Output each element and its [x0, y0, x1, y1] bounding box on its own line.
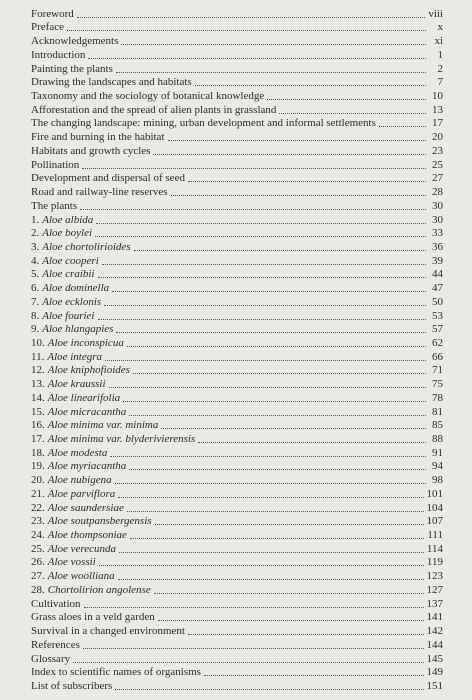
- toc-entry-number: 24.: [31, 529, 45, 542]
- species-name: Aloe integra: [47, 350, 103, 363]
- toc-entry: [31, 185, 443, 199]
- toc-entry: [31, 460, 443, 474]
- toc-entry-number: 15.: [31, 405, 45, 418]
- dot-leader: [153, 154, 426, 155]
- toc-entry: [31, 172, 443, 186]
- toc-entry-number: 20.: [31, 474, 45, 487]
- toc-entry-number: 7.: [31, 295, 40, 308]
- toc-entry-title: [31, 598, 81, 611]
- dot-leader: [98, 277, 427, 278]
- toc-entry-title: [31, 488, 115, 501]
- dot-leader: [115, 689, 423, 690]
- toc-entry: [31, 501, 443, 515]
- dot-leader: [204, 675, 424, 676]
- dot-leader: [133, 373, 426, 374]
- toc-entry-number: 19.: [31, 460, 45, 473]
- section-name: Survival in a changed environment: [31, 625, 185, 638]
- page-number: 10: [432, 90, 443, 103]
- toc-entry-number: 16.: [31, 419, 45, 432]
- dot-leader: [158, 620, 424, 621]
- toc-entry-title: [31, 186, 168, 199]
- species-name: Chortolirion angolense: [47, 583, 151, 596]
- species-name: Aloe fouriei: [42, 309, 95, 322]
- section-name: Road and railway-line reserves: [31, 186, 168, 199]
- toc-entry: [31, 583, 443, 597]
- table-of-contents: [31, 7, 443, 693]
- page-number: 123: [426, 570, 443, 583]
- species-name: Aloe soutpansbergensis: [47, 515, 152, 528]
- page-number: 44: [432, 268, 443, 281]
- page-number: 23: [432, 144, 443, 157]
- section-name: List of subscribers: [31, 679, 113, 692]
- dot-leader: [118, 579, 424, 580]
- dot-leader: [112, 291, 426, 292]
- dot-leader: [104, 305, 426, 306]
- section-name: References: [31, 638, 80, 651]
- toc-entry-title: [31, 310, 95, 323]
- species-name: Aloe craibii: [42, 268, 95, 281]
- toc-entry-title: [31, 172, 185, 185]
- page-number: 145: [426, 652, 443, 665]
- section-name: Fire and burning in the habitat: [31, 131, 165, 144]
- dot-leader: [96, 223, 426, 224]
- dot-leader: [129, 415, 426, 416]
- toc-entry: [31, 666, 443, 680]
- page-number: 151: [426, 679, 443, 692]
- toc-entry: [31, 199, 443, 213]
- species-name: Aloe albida: [42, 213, 94, 226]
- toc-entry-title: [31, 8, 74, 21]
- toc-entry-title: [31, 337, 124, 350]
- toc-entry-title: [31, 543, 116, 556]
- toc-entry-number: 8.: [31, 309, 40, 322]
- page-number: 20: [432, 131, 443, 144]
- page-number: 98: [432, 474, 443, 487]
- toc-entry-number: 12.: [31, 364, 45, 377]
- section-name: Afforestation and the spread of alien plants in grassland: [31, 103, 277, 116]
- toc-entry-number: 17.: [31, 433, 45, 445]
- page-number: 30: [432, 199, 443, 212]
- toc-entry-title: [31, 529, 127, 542]
- toc-entry-title: [31, 433, 195, 446]
- toc-entry-title: [31, 117, 376, 130]
- section-name: Introduction: [31, 48, 86, 61]
- toc-entry: [31, 377, 443, 391]
- species-name: Aloe cooperi: [42, 254, 99, 267]
- species-name: Aloe thompsoniae: [47, 529, 127, 542]
- page-number: 62: [432, 336, 443, 349]
- toc-entry-title: [31, 227, 92, 240]
- dot-leader: [77, 17, 426, 18]
- toc-entry-title: [31, 515, 152, 528]
- section-name: Cultivation: [31, 597, 81, 610]
- toc-entry-title: [31, 323, 113, 336]
- toc-entry-title: [31, 214, 93, 227]
- dot-leader: [161, 428, 426, 429]
- page-number: 127: [426, 583, 443, 596]
- dot-leader: [73, 662, 423, 663]
- page-number: 88: [432, 433, 443, 445]
- page-number: 104: [426, 501, 443, 514]
- toc-entry: [31, 611, 443, 625]
- dot-leader: [127, 346, 426, 347]
- toc-entry: [31, 76, 443, 90]
- species-name: Aloe ecklonis: [42, 295, 102, 308]
- dot-leader: [279, 113, 426, 114]
- toc-entry: [31, 652, 443, 666]
- toc-entry-number: 4.: [31, 254, 40, 267]
- page-number: 107: [426, 515, 443, 528]
- page-number: 144: [426, 638, 443, 651]
- toc-entry-title: [31, 653, 70, 666]
- dot-leader: [84, 607, 424, 608]
- toc-entry-title: [31, 639, 80, 652]
- toc-entry-title: [31, 131, 165, 144]
- dot-leader: [188, 181, 426, 182]
- toc-entry-title: [31, 90, 264, 103]
- page-number: 7: [437, 76, 443, 89]
- toc-entry: [31, 268, 443, 282]
- toc-entry-number: 28.: [31, 583, 45, 596]
- toc-entry-number: 26.: [31, 556, 45, 569]
- dot-leader: [155, 524, 424, 525]
- toc-entry: [31, 624, 443, 638]
- toc-entry-title: [31, 21, 64, 34]
- page-number: 149: [426, 666, 443, 679]
- toc-entry-title: [31, 63, 113, 76]
- toc-entry: [31, 117, 443, 131]
- dot-leader: [110, 456, 426, 457]
- page-number: 119: [426, 556, 443, 569]
- species-name: Aloe woolliana: [47, 570, 115, 583]
- page-number: 39: [432, 254, 443, 267]
- dot-leader: [99, 565, 424, 566]
- toc-entry-title: [31, 49, 85, 62]
- toc-entry-number: 9.: [31, 323, 40, 336]
- page-number: 141: [426, 611, 443, 624]
- toc-entry: [31, 158, 443, 172]
- page-number: 47: [432, 282, 443, 295]
- species-name: Aloe nubigena: [47, 474, 112, 487]
- toc-entry-title: [31, 76, 192, 89]
- toc-entry: [31, 528, 443, 542]
- dot-leader: [195, 85, 426, 86]
- section-name: Painting the plants: [31, 62, 113, 75]
- section-name: Grass aloes in a veld garden: [31, 611, 155, 624]
- page-number: 17: [432, 117, 443, 130]
- toc-entry-number: 25.: [31, 542, 45, 555]
- toc-entry-number: 27.: [31, 570, 45, 583]
- section-name: Drawing the landscapes and habitats: [31, 76, 192, 89]
- page-number: 57: [432, 323, 443, 336]
- section-name: The plants: [31, 199, 78, 212]
- toc-entry-title: [31, 680, 112, 693]
- toc-entry-title: [31, 159, 79, 172]
- toc-entry: [31, 323, 443, 337]
- page-number: 101: [426, 487, 443, 500]
- species-name: Aloe dominella: [42, 282, 110, 295]
- dot-leader: [130, 538, 424, 539]
- toc-entry: [31, 34, 443, 48]
- toc-entry: [31, 597, 443, 611]
- species-name: Aloe verecunda: [47, 542, 117, 555]
- species-name: Aloe kniphofioides: [47, 364, 130, 377]
- dot-leader: [168, 140, 427, 141]
- dot-leader: [115, 483, 426, 484]
- toc-entry-title: [31, 268, 95, 281]
- toc-entry: [31, 48, 443, 62]
- species-name: Aloe inconspicua: [47, 336, 124, 349]
- toc-entry: [31, 542, 443, 556]
- toc-entry-title: [31, 200, 77, 213]
- toc-entry: [31, 364, 443, 378]
- section-name: Pollination: [31, 158, 80, 171]
- toc-entry: [31, 446, 443, 460]
- toc-entry: [31, 405, 443, 419]
- toc-entry: [31, 473, 443, 487]
- toc-entry-number: 13.: [31, 378, 45, 391]
- dot-leader: [102, 264, 426, 265]
- dot-leader: [95, 236, 426, 237]
- toc-entry: [31, 103, 443, 117]
- dot-leader: [116, 72, 426, 73]
- page-number: 25: [432, 158, 443, 171]
- section-name: Habitats and growth cycles: [31, 144, 151, 157]
- page-number: 78: [432, 391, 443, 404]
- species-name: Aloe hlangapies: [42, 323, 114, 336]
- toc-entry-title: [31, 145, 150, 158]
- dot-leader: [188, 634, 424, 635]
- dot-leader: [129, 469, 426, 470]
- toc-entry: [31, 487, 443, 501]
- dot-leader: [198, 442, 426, 443]
- page-number: viii: [428, 7, 443, 20]
- page-number: 114: [426, 542, 443, 555]
- dot-leader: [171, 195, 426, 196]
- toc-entry-title: [31, 392, 120, 405]
- dot-leader: [98, 319, 427, 320]
- dot-leader: [80, 209, 426, 210]
- section-name: Acknowledgements: [31, 35, 119, 48]
- dot-leader: [123, 401, 426, 402]
- dot-leader: [119, 552, 424, 553]
- toc-entry-number: 2.: [31, 227, 40, 240]
- dot-leader: [127, 511, 424, 512]
- toc-entry: [31, 295, 443, 309]
- page-number: 36: [432, 240, 443, 253]
- toc-entry-title: [31, 351, 102, 364]
- toc-entry: [31, 254, 443, 268]
- toc-entry-number: 18.: [31, 446, 45, 459]
- toc-entry-title: [31, 460, 126, 473]
- toc-entry-number: 6.: [31, 282, 40, 295]
- toc-entry: [31, 144, 443, 158]
- section-name: Preface: [31, 21, 64, 34]
- section-name: Glossary: [31, 652, 71, 665]
- dot-leader: [88, 58, 426, 59]
- page-number: 33: [432, 227, 443, 240]
- toc-entry-title: [31, 556, 96, 569]
- toc-entry-number: 11.: [31, 350, 45, 363]
- toc-entry: [31, 62, 443, 76]
- toc-entry-title: [31, 584, 151, 597]
- toc-entry-title: [31, 611, 155, 624]
- toc-entry: [31, 679, 443, 693]
- toc-entry-number: 5.: [31, 268, 40, 281]
- dot-leader: [82, 168, 426, 169]
- toc-entry: [31, 419, 443, 433]
- dot-leader: [267, 99, 426, 100]
- section-name: Taxonomy and the sociology of botanical knowledge: [31, 90, 265, 103]
- toc-entry: [31, 240, 443, 254]
- page-number: 13: [432, 103, 443, 116]
- page-number: 94: [432, 460, 443, 473]
- dot-leader: [118, 497, 423, 498]
- toc-entry-title: [31, 255, 99, 268]
- section-name: Foreword: [31, 7, 74, 20]
- toc-entry-title: [31, 104, 276, 117]
- toc-entry-number: 10.: [31, 336, 45, 349]
- species-name: Aloe modesta: [47, 446, 108, 459]
- toc-entry: [31, 432, 443, 446]
- section-name: Index to scientific names of organisms: [31, 666, 201, 679]
- species-name: Aloe kraussii: [47, 378, 106, 391]
- toc-entry-number: 3.: [31, 240, 40, 253]
- toc-entry-title: [31, 502, 124, 515]
- toc-entry-number: 1.: [31, 213, 40, 226]
- page-number: 50: [432, 295, 443, 308]
- toc-entry: [31, 638, 443, 652]
- toc-entry-title: [31, 378, 106, 391]
- toc-entry-title: [31, 282, 109, 295]
- toc-entry-title: [31, 447, 107, 460]
- dot-leader: [67, 30, 426, 31]
- species-name: Aloe boylei: [42, 227, 93, 240]
- page-number: 85: [432, 419, 443, 432]
- toc-entry-title: [31, 474, 112, 487]
- page-number: 28: [432, 186, 443, 199]
- toc-entry: [31, 556, 443, 570]
- page-number: 30: [432, 213, 443, 226]
- page-number: 66: [432, 350, 443, 363]
- page-number: 91: [432, 446, 443, 459]
- dot-leader: [83, 648, 424, 649]
- species-name: Aloe saundersiae: [47, 501, 124, 514]
- toc-entry-title: [31, 364, 130, 377]
- toc-entry-number: 23.: [31, 515, 45, 528]
- toc-entry: [31, 309, 443, 323]
- toc-entry-title: [31, 666, 201, 679]
- toc-entry-title: [31, 419, 158, 432]
- page-number: 27: [432, 172, 443, 185]
- toc-entry: [31, 213, 443, 227]
- toc-entry: [31, 350, 443, 364]
- toc-entry-number: 21.: [31, 487, 45, 500]
- toc-entry: [31, 391, 443, 405]
- section-name: The changing landscape: mining, urban development and informal settlements: [31, 117, 376, 130]
- species-name: Aloe minima var. minima: [47, 419, 159, 432]
- page-number: x: [437, 21, 443, 34]
- toc-entry-title: [31, 406, 126, 419]
- toc-entry: [31, 227, 443, 241]
- toc-entry: [31, 515, 443, 529]
- toc-entry: [31, 7, 443, 21]
- dot-leader: [379, 126, 426, 127]
- species-name: Aloe myriacantha: [47, 460, 127, 473]
- dot-leader: [105, 360, 426, 361]
- page-number: 81: [432, 405, 443, 418]
- dot-leader: [134, 250, 426, 251]
- species-name: Aloe micracantha: [47, 405, 127, 418]
- page-number: 111: [427, 529, 443, 542]
- dot-leader: [109, 387, 427, 388]
- toc-entry-number: 22.: [31, 501, 45, 514]
- toc-entry-title: [31, 625, 185, 638]
- toc-entry-title: [31, 35, 118, 48]
- page-number: 137: [426, 597, 443, 610]
- dot-leader: [116, 332, 426, 333]
- toc-entry: [31, 21, 443, 35]
- toc-entry-title: [31, 570, 115, 583]
- dot-leader: [154, 593, 424, 594]
- page-number: 71: [432, 364, 443, 377]
- page-number: 75: [432, 378, 443, 391]
- species-name: Aloe linearifolia: [47, 391, 121, 404]
- species-name: Aloe minima var. blyderivierensis: [47, 433, 196, 445]
- page-number: 1: [437, 48, 443, 61]
- toc-entry: [31, 89, 443, 103]
- toc-entry: [31, 336, 443, 350]
- toc-entry: [31, 569, 443, 583]
- page-number: 2: [437, 62, 443, 75]
- toc-entry-number: 14.: [31, 391, 45, 404]
- page-number: 142: [426, 625, 443, 638]
- page-number: xi: [434, 35, 443, 48]
- species-name: Aloe vossii: [47, 556, 96, 569]
- species-name: Aloe chortolirioides: [42, 240, 131, 253]
- toc-entry-title: [31, 241, 131, 254]
- toc-entry: [31, 130, 443, 144]
- section-name: Development and dispersal of seed: [31, 172, 185, 185]
- species-name: Aloe parviflora: [47, 487, 116, 500]
- toc-entry-title: [31, 296, 101, 309]
- dot-leader: [121, 44, 426, 45]
- page-number: 53: [432, 309, 443, 322]
- toc-entry: [31, 281, 443, 295]
